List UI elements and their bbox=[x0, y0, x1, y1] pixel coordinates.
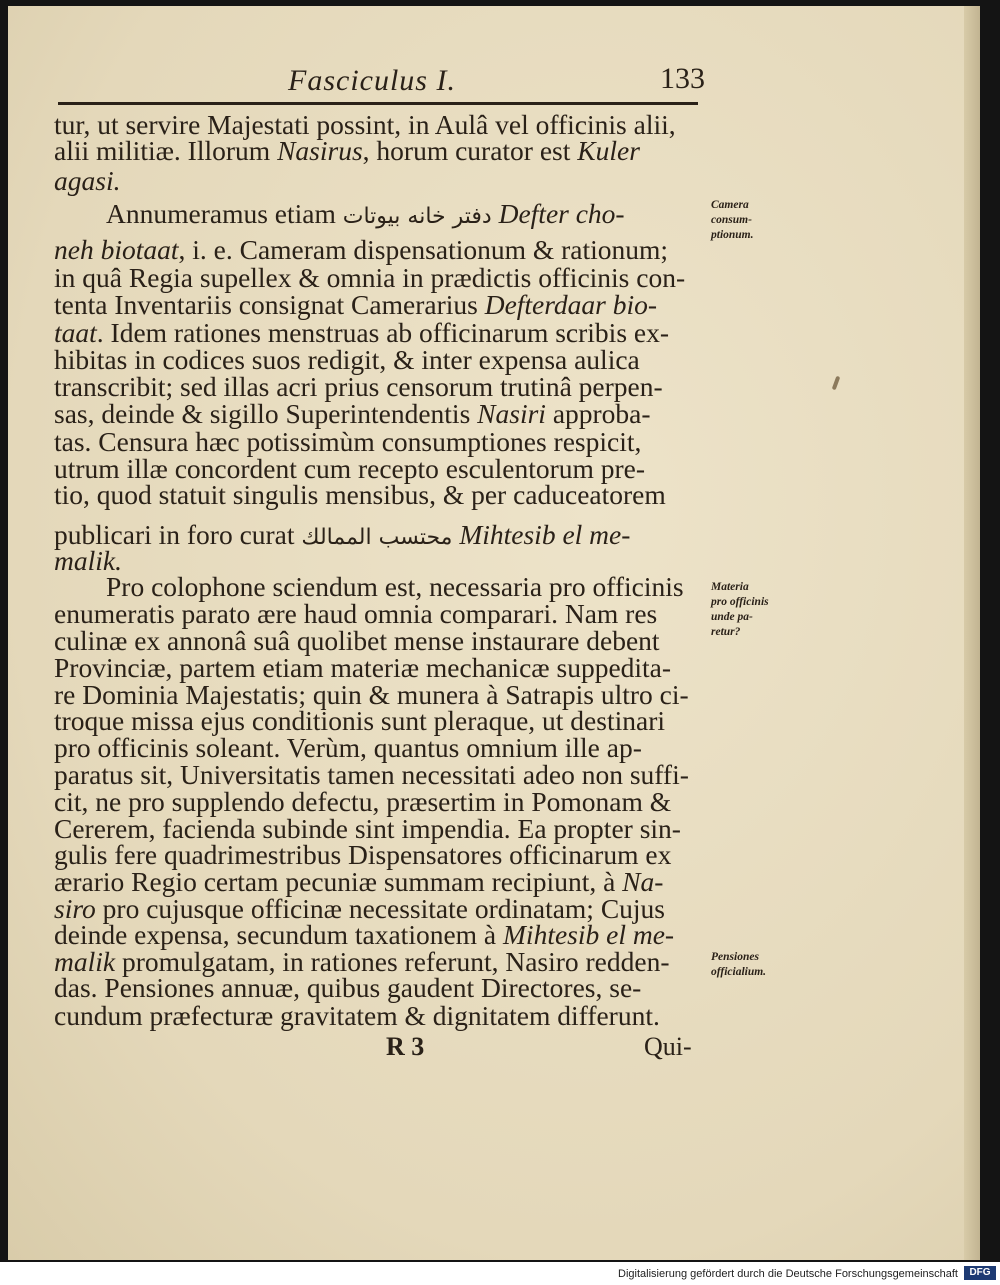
margin-note bbox=[711, 950, 766, 980]
text-segment: , horum curator est bbox=[362, 135, 578, 166]
footer-credit: Digitalisierung gefördert durch die Deutsche Forschungsgemeinschaft bbox=[618, 1268, 958, 1280]
text-segment: pro cujusque officinæ necessitate ordinatam; Cujus bbox=[95, 893, 666, 924]
italic-term: Mihtesib el me- bbox=[503, 919, 675, 950]
text-segment: das. Pensiones annuæ, quibus gaudent Directores, se- bbox=[54, 972, 642, 1003]
italic-term: Kuler bbox=[577, 135, 640, 166]
text-segment: culinæ ex annonâ suâ quolibet mense instaurare debent bbox=[54, 625, 660, 656]
text-segment: sas, deinde & sigillo Superintendentis bbox=[54, 398, 478, 429]
text-segment: re Dominia Majestatis; quin & munera à Satrapis ultro ci- bbox=[54, 679, 689, 710]
text-segment: deinde expensa, secundum taxationem à bbox=[54, 919, 504, 950]
arabic-term: دفتر خانه بیوتات bbox=[342, 204, 492, 229]
text-segment: in quâ Regia supellex & omnia in prædictis officinis con- bbox=[54, 262, 686, 293]
text-segment: alii militiæ. Illorum bbox=[54, 135, 278, 166]
text-segment: , i. e. Cameram dispensationum & rationum; bbox=[178, 234, 669, 265]
text-segment: Provinciæ, partem etiam materiæ mechanicæ suppedita- bbox=[54, 652, 672, 683]
text-segment: tenta Inventariis consignat Camerarius bbox=[54, 289, 485, 320]
margin-note-line: Camera bbox=[711, 199, 749, 211]
text-segment: . Idem rationes menstruas ab officinarum scribis ex- bbox=[96, 317, 670, 348]
text-segment: pro officinis soleant. Verùm, quantus omnium ille ap- bbox=[54, 732, 642, 763]
italic-term: Nasiri bbox=[477, 398, 546, 429]
margin-note-line: Materia bbox=[711, 581, 749, 593]
text-segment: hibitas in codices suos redigit, & inter expensa aulica bbox=[54, 344, 640, 375]
italic-term: Na- bbox=[622, 866, 664, 897]
text-line bbox=[54, 973, 702, 1003]
text-segment: tur, ut servire Majestati possint, in Aulâ vel officinis alii, bbox=[54, 109, 676, 140]
italic-term: agasi. bbox=[54, 165, 121, 196]
catchword: Qui- bbox=[644, 1032, 692, 1061]
text-segment: gulis fere quadrimestribus Dispensatores officinarum ex bbox=[54, 839, 672, 870]
text-segment: paratus sit, Universitatis tamen necessitati adeo non suffi- bbox=[54, 759, 689, 790]
margin-note-line: Pensiones bbox=[711, 951, 759, 963]
text-segment: utrum illæ concordent cum recepto esculentorum pre- bbox=[54, 453, 646, 484]
text-segment: publicari in foro curat bbox=[54, 519, 302, 550]
page-edge bbox=[964, 6, 980, 1260]
italic-term: Mihtesib el me- bbox=[452, 519, 631, 550]
margin-note-line: pro officinis bbox=[711, 596, 769, 608]
page-number: 133 bbox=[660, 62, 705, 95]
italic-term: malik. bbox=[54, 545, 122, 576]
margin-note-line: consum- bbox=[711, 214, 752, 226]
text-line bbox=[54, 235, 702, 265]
text-segment: promulgatam, in rationes referunt, Nasiro redden- bbox=[115, 946, 670, 977]
text-segment: tas. Censura hæc potissimùm consumptiones respicit, bbox=[54, 426, 642, 457]
text-segment: enumeratis parato ære haud omnia comparari. Nam res bbox=[54, 598, 658, 629]
text-segment: tio, quod statuit singulis mensibus, & per caduceatorem bbox=[54, 479, 666, 510]
margin-note bbox=[711, 580, 769, 640]
text-segment: Cererem, facienda subinde sint impendia. Ea propter sin- bbox=[54, 813, 681, 844]
arabic-term: محتسب الممالك bbox=[301, 525, 453, 550]
text-line bbox=[54, 399, 702, 429]
text-line bbox=[54, 136, 702, 166]
text-line bbox=[54, 290, 702, 320]
book-page bbox=[8, 6, 980, 1260]
signature-mark: R 3 bbox=[386, 1032, 425, 1061]
ink-mark bbox=[832, 376, 841, 391]
text-segment: cundum præfecturæ gravitatem & dignitatem differunt. bbox=[54, 1000, 660, 1031]
text-segment: Annumeramus etiam bbox=[106, 198, 343, 229]
margin-note-line: unde pa- bbox=[711, 611, 753, 623]
text-line bbox=[106, 199, 702, 232]
text-line bbox=[54, 166, 702, 196]
dfg-logo: DFG bbox=[964, 1266, 996, 1280]
text-segment: ærario Regio certam pecuniæ summam recipiunt, à bbox=[54, 866, 623, 897]
running-title: Fasciculus I. bbox=[288, 64, 456, 97]
italic-term: siro bbox=[54, 893, 96, 924]
italic-term: Defter cho- bbox=[491, 198, 625, 229]
text-segment: Pro colophone sciendum est, necessaria pro officinis bbox=[106, 571, 684, 602]
italic-term: malik bbox=[54, 946, 116, 977]
margin-note-line: retur? bbox=[711, 626, 741, 638]
text-segment: troque missa ejus conditionis sunt pleraque, ut destinari bbox=[54, 705, 666, 736]
margin-note-line: officialium. bbox=[711, 966, 767, 978]
text-segment: cit, ne pro supplendo defectu, præsertim in Pomonam & bbox=[54, 786, 672, 817]
text-segment: approba- bbox=[545, 398, 651, 429]
margin-note-line: ptionum. bbox=[711, 229, 754, 241]
header-rule bbox=[58, 102, 698, 105]
italic-term: Defterdaar bio- bbox=[484, 289, 658, 320]
text-segment: transcribit; sed illas acri prius censorum trutinâ perpen- bbox=[54, 371, 663, 402]
italic-term: taat bbox=[54, 317, 97, 348]
text-line bbox=[54, 480, 702, 510]
margin-note bbox=[711, 198, 754, 243]
italic-term: neh biotaat bbox=[54, 234, 179, 265]
text-line bbox=[54, 1001, 702, 1031]
italic-term: Nasirus bbox=[277, 135, 363, 166]
